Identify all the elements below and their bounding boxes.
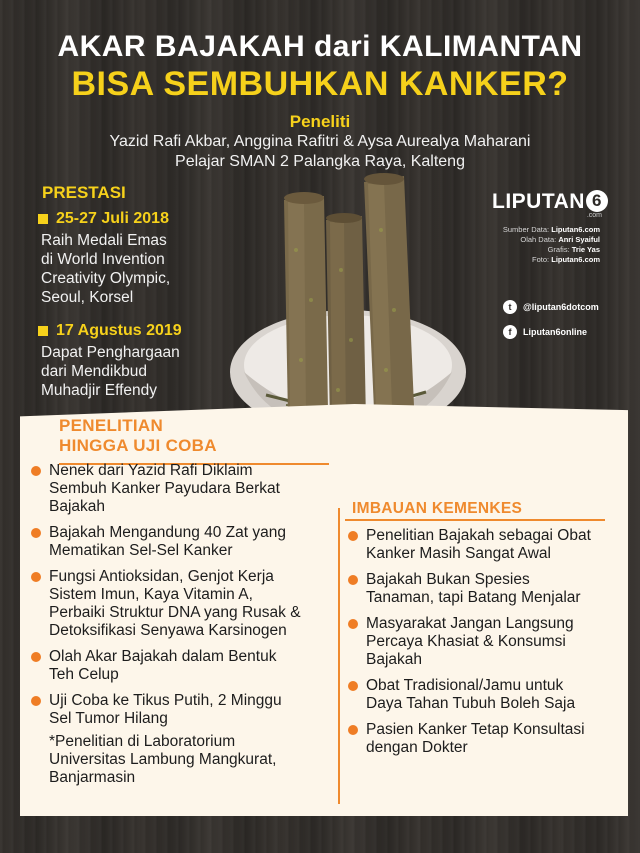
title-line-1: AKAR BAJAKAH dari KALIMANTAN	[57, 30, 583, 63]
award-desc-line: dari Mendikbud	[41, 363, 147, 380]
researcher-school: Pelajar SMAN 2 Palangka Raya, Kalteng	[175, 153, 465, 170]
twitter-icon: t	[503, 300, 517, 314]
list-item: Bajakah Mengandung 40 Zat yang Mematikan Sel-Sel Kanker	[31, 524, 336, 560]
research-note: *Penelitian di Laboratorium Universitas Lambung Mangkurat, Banjarmasin	[49, 733, 277, 786]
imbauan-title: IMBAUAN KEMENKES	[352, 500, 523, 517]
square-bullet-icon	[38, 326, 48, 336]
facebook-icon: f	[503, 325, 517, 339]
bullet-icon	[31, 652, 41, 662]
credit-line: Grafis: Trie Yas	[547, 245, 600, 254]
award-item	[38, 210, 238, 307]
divider	[345, 519, 605, 521]
award-desc-line: di World Invention	[41, 251, 165, 268]
award-desc-line: Raih Medali Emas	[41, 232, 167, 249]
list-item: Obat Tradisional/Jamu untuk Daya Tahan Tubuh Boleh Saja	[348, 677, 628, 713]
credit-line: Olah Data: Anri Syaiful	[520, 235, 600, 244]
list-item: Nenek dari Yazid Rafi Diklaim Sembuh Kanker Payudara Berkat Bajakah	[31, 462, 336, 516]
penelitian-list	[31, 462, 336, 736]
list-item: Uji Coba ke Tikus Putih, 2 Minggu Sel Tumor Hilang	[31, 692, 336, 728]
liputan6-logo	[492, 190, 612, 214]
list-item: Fungsi Antioksidan, Genjot Kerja Sistem Imun, Kaya Vitamin A, Perbaiki Struktur DNA yang Rusak & Detoksifikasi Senyawa Karsinogen	[31, 568, 336, 640]
brand-block	[492, 190, 612, 265]
award-description	[38, 231, 238, 307]
bullet-icon	[31, 696, 41, 706]
bullet-icon	[348, 619, 358, 629]
bullet-icon	[31, 572, 41, 582]
imbauan-list	[348, 527, 628, 765]
list-item: Bajakah Bukan Spesies Tanaman, tapi Batang Menjalar	[348, 571, 628, 607]
logo-text: LIPUTAN	[492, 190, 585, 213]
divider	[338, 508, 340, 804]
award-date	[38, 210, 238, 228]
award-desc-line: Seoul, Korsel	[41, 289, 134, 306]
penelitian-title: PENELITIAN HINGGA UJI COBA	[59, 416, 217, 455]
twitter-handle[interactable]	[503, 300, 599, 314]
logo-number: 6	[586, 190, 608, 212]
bullet-icon	[31, 466, 41, 476]
list-item: Pasien Kanker Tetap Konsultasi dengan Dokter	[348, 721, 628, 757]
credits	[492, 225, 612, 265]
bullet-icon	[348, 575, 358, 585]
twitter-handle-text: @liputan6dotcom	[523, 302, 599, 312]
bullet-icon	[348, 531, 358, 541]
award-desc-line: Dapat Penghargaan	[41, 344, 180, 361]
bullet-icon	[31, 528, 41, 538]
header	[0, 30, 640, 172]
facebook-handle[interactable]	[503, 325, 587, 339]
researcher-names: Yazid Rafi Akbar, Anggina Rafitri & Aysa Aurealya Maharani	[109, 133, 531, 150]
facebook-handle-text: Liputan6online	[523, 327, 587, 337]
researcher-label: Peneliti	[289, 112, 351, 131]
award-item	[38, 322, 238, 400]
list-item: Olah Akar Bajakah dalam Bentuk Teh Celup	[31, 648, 336, 684]
bullet-icon	[348, 681, 358, 691]
award-desc-line: Creativity Olympic,	[41, 270, 171, 287]
square-bullet-icon	[38, 214, 48, 224]
list-item: Masyarakat Jangan Langsung Percaya Khasiat & Konsumsi Bajakah	[348, 615, 628, 669]
list-item: Penelitian Bajakah sebagai Obat Kanker Masih Sangat Awal	[348, 527, 628, 563]
logo-subtext: .com	[586, 212, 602, 219]
award-description	[38, 343, 238, 400]
award-date	[38, 322, 238, 340]
award-desc-line: Muhadjir Effendy	[41, 382, 158, 399]
award-date-text: 25-27 Juli 2018	[56, 210, 169, 227]
award-date-text: 17 Agustus 2019	[56, 322, 182, 339]
prestasi-title: PRESTASI	[42, 183, 126, 202]
credit-line: Sumber Data: Liputan6.com	[502, 225, 600, 234]
title-line-2: BISA SEMBUHKAN KANKER?	[71, 65, 569, 103]
credit-line: Foto: Liputan6.com	[532, 255, 600, 264]
bullet-icon	[348, 725, 358, 735]
